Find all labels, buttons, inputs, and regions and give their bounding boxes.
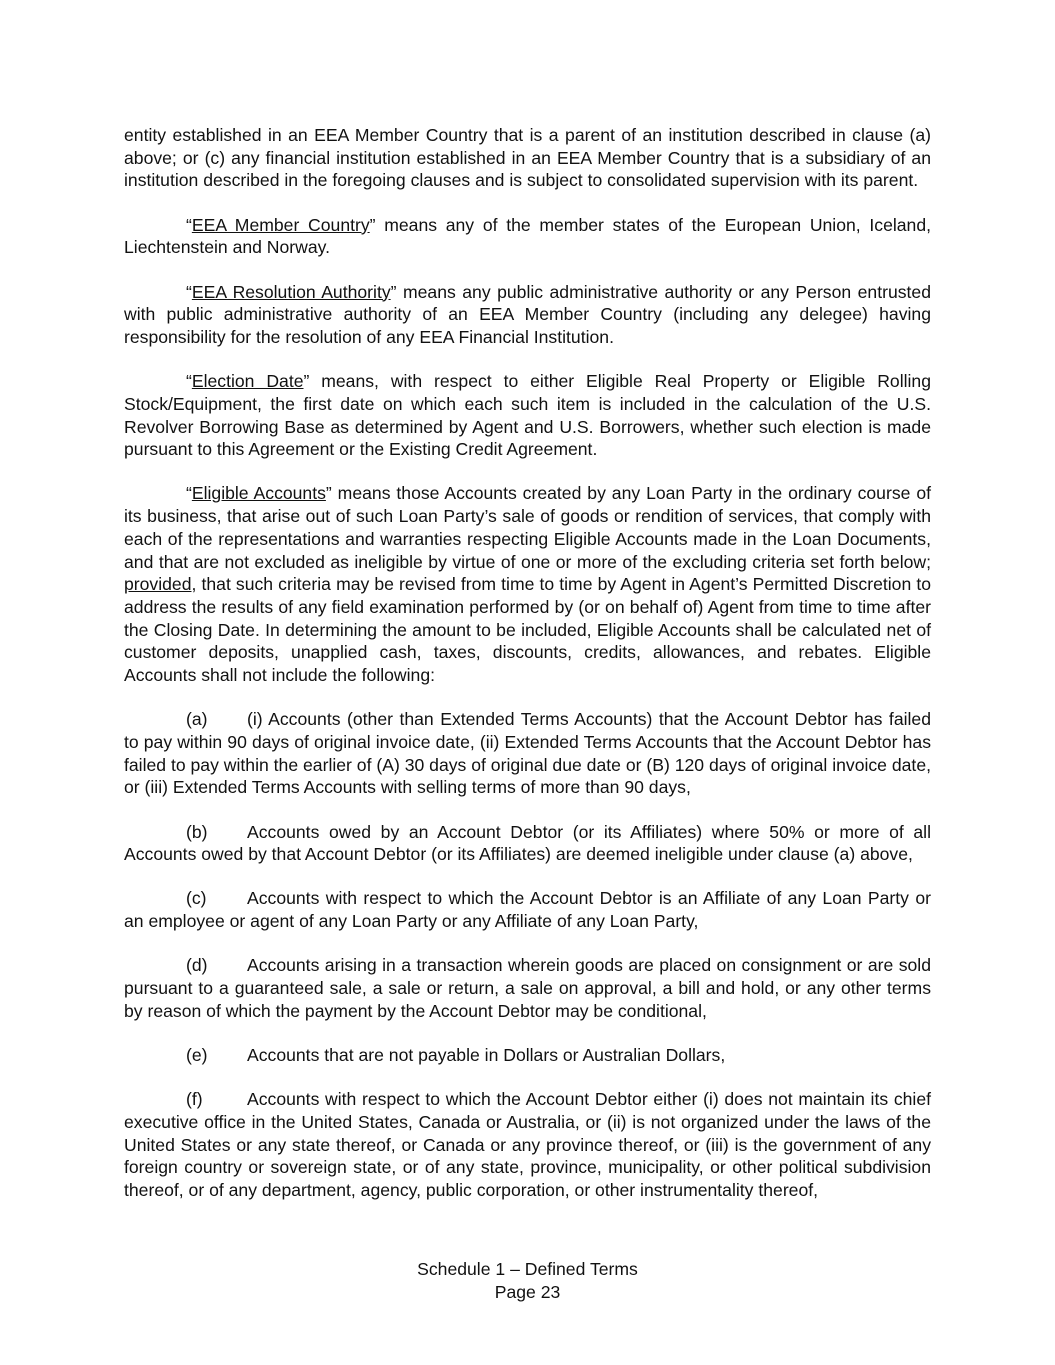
document-body xyxy=(124,124,931,1223)
clause-label: (a) xyxy=(186,709,208,730)
clause-text: Accounts arising in a transaction wherein goods are placed on consignment or are sold pursuant to a guaranteed sale, a sale or return, a sale on approval, a bill and hold, or any other terms by reason of which the payment by the Account Debtor may be conditional, xyxy=(124,955,931,1021)
provided-term: provided xyxy=(124,574,192,595)
definition-text: ” means those Accounts created by any Loan Party in the ordinary course of its business, that arise out of such Loan Party’s sale of goods or rendition of services, that comply with each of the representations and warranties respecting Eligible Accounts made in the Loan Documents, and that are not excluded as ineligible by virtue of one or more of the excluding criteria set forth below; xyxy=(124,483,931,572)
definition-text: ” means any of the member states of the European Union, Iceland, Liechtenstein and Norway. xyxy=(124,214,932,258)
clause-label: (e) xyxy=(186,1045,208,1065)
clause-label: (c) xyxy=(186,888,207,909)
defined-term: EEA Resolution Authority xyxy=(191,281,391,302)
clause-b xyxy=(124,821,931,866)
clause-label: (b) xyxy=(186,821,208,842)
clause-text: (i) Accounts (other than Extended Terms Accounts) that the Account Debtor has failed to pay within 90 days of original invoice date, (ii) Extended Terms Accounts that the Account Debtor has failed to pay within the earlier of (A) 30 days of original due date or (B) 120 days of original invoice date, or (iii) Extended Terms Accounts with selling terms of more than 90 days, xyxy=(124,709,931,798)
page-footer xyxy=(0,1258,1055,1304)
clause-text: Accounts with respect to which the Account Debtor either (i) does not maintain its chief executive office in the United States, Canada or Australia, or (ii) is not organized under the laws of the United States or any state thereof, or Canada or any province thereof, or (iii) is the government of any foreign country or sovereign state, or of any state, province, municipality, or other political subdivision thereof, or of any department, agency, public corporation, or other instrumentality thereof, xyxy=(124,1089,931,1201)
defined-term: Election Date xyxy=(191,371,304,392)
defined-term: Eligible Accounts xyxy=(191,483,326,504)
footer-title: Schedule 1 – Defined Terms xyxy=(417,1259,638,1279)
clause-text: Accounts with respect to which the Account Debtor is an Affiliate of any Loan Party or an employee or agent of any Loan Party or any Affiliate of any Loan Party, xyxy=(124,888,931,932)
definition-text-continued: , that such criteria may be revised from time to time by Agent in Agent’s Permitted Discretion to address the results of any field examination performed by (or on behalf of) Agent from time to time after the Closing Date. In determining the amount to be included, Eligible Accounts shall be calculated net of customer deposits, unapplied cash, taxes, discounts, credits, allowances, and rebates. Eligible Accounts shall not include the following: xyxy=(124,574,931,686)
definition-text: ” means, with respect to either Eligible Real Property or Eligible Rolling Stock/Equipment, the first date on which each such item is included in the calculation of the U.S. Revolver Borrowing Base as determined by Agent and U.S. Borrowers, whether such election is made pursuant to this Agreement or the Existing Credit Agreement. xyxy=(124,371,931,460)
clause-label: (f) xyxy=(186,1089,203,1110)
page-number: Page 23 xyxy=(494,1282,561,1302)
clause-label: (d) xyxy=(186,955,208,976)
definition-eea-resolution-authority xyxy=(124,281,931,349)
open-quote: “ xyxy=(186,214,192,235)
clause-e xyxy=(124,1044,931,1067)
definition-eea-member-country xyxy=(124,214,931,259)
clause-text: Accounts owed by an Account Debtor (or its Affiliates) where 50% or more of all Accounts owed by that Account Debtor (or its Affiliates) are deemed ineligible under clause (a) above, xyxy=(124,821,931,865)
clause-f xyxy=(124,1088,931,1202)
clause-d xyxy=(124,954,931,1022)
clause-c xyxy=(124,887,931,932)
clause-text: Accounts that are not payable in Dollars or Australian Dollars, xyxy=(247,1045,726,1065)
defined-term: EEA Member Country xyxy=(191,214,370,235)
paragraph-continuation: entity established in an EEA Member Country that is a parent of an institution described in clause (a) above; or (c) any financial institution established in an EEA Member Country that is a subsidiary of an institution described in the foregoing clauses and is subject to consolidated supervision with its parent. xyxy=(124,125,931,191)
definition-eligible-accounts xyxy=(124,482,931,686)
open-quote: “ xyxy=(186,281,192,302)
open-quote: “ xyxy=(186,371,192,392)
clause-a xyxy=(124,708,931,799)
definition-election-date xyxy=(124,370,931,461)
definition-text: ” means any public administrative authority or any Person entrusted with public administrative authority of an EEA Member Country (including any delegee) having responsibility for the resolution of any EEA Financial Institution. xyxy=(124,281,932,347)
open-quote: “ xyxy=(186,483,192,504)
